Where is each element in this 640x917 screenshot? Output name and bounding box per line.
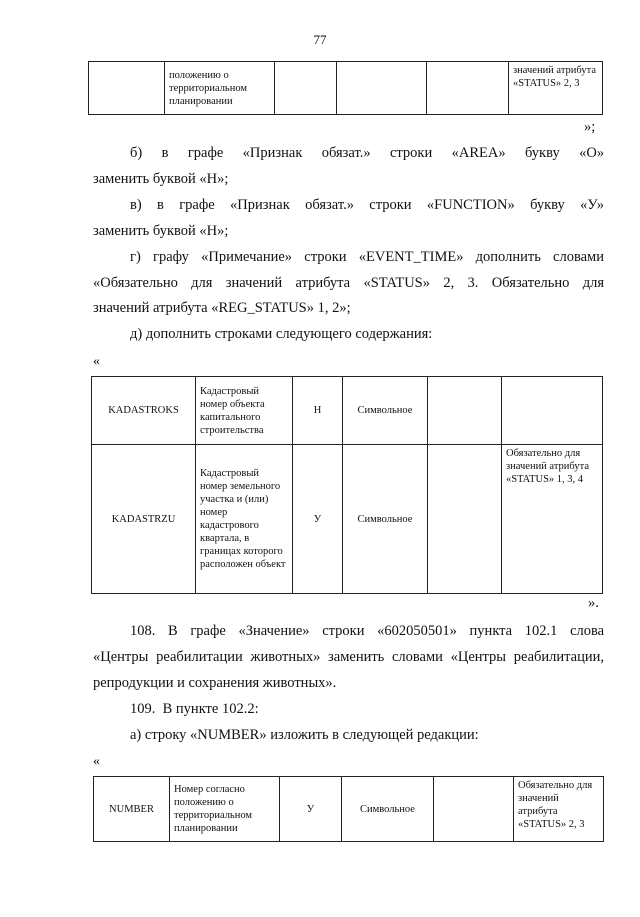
table-cell-description: Кадастровый номер объекта капитального строительства bbox=[196, 377, 293, 445]
table-cell-note: значений атрибута «STATUS» 2, 3 bbox=[509, 62, 603, 115]
item-b-line2: заменить буквой «Н»; bbox=[93, 171, 229, 187]
table-cell-type: Символьное bbox=[343, 377, 428, 445]
opening-quote: « bbox=[93, 354, 100, 369]
item-d-line: д) дополнить строками следующего содержания: bbox=[130, 326, 433, 342]
paragraph-108-line1: 108. В графе «Значение» строки «602050501» пункта 102.1 слова bbox=[130, 623, 605, 639]
table-cell-description: Номер согласно положению о территориальном планировании bbox=[170, 777, 280, 842]
table-cell-name: NUMBER bbox=[94, 777, 170, 842]
table-cell-type: Символьное bbox=[342, 777, 434, 842]
table-cell-note bbox=[502, 377, 603, 445]
table-cell-description: положению о территориальном планировании bbox=[165, 62, 275, 115]
table-row bbox=[92, 377, 603, 445]
table-row bbox=[92, 445, 603, 594]
item-b-line1: б) в графе «Признак обязат.» строки «AREA» букву «О» bbox=[130, 145, 605, 161]
table-continued bbox=[88, 61, 603, 115]
paragraph-108-line2: «Центры реабилитации животных» заменить словами «Центры реабилитации, bbox=[93, 649, 604, 665]
paragraph-109a: а) строку «NUMBER» изложить в следующей редакции: bbox=[130, 727, 479, 743]
table-cell-mandatory bbox=[275, 62, 337, 115]
table-cell-name: KADASTRZU bbox=[92, 445, 196, 594]
item-g-line2: «Обязательно для значений атрибута «STATUS» 2, 3. Обязательно для bbox=[93, 275, 604, 291]
table-new-rows bbox=[91, 376, 603, 594]
paragraph-109: 109. В пункте 102.2: bbox=[130, 701, 259, 717]
table-number-row bbox=[93, 776, 604, 842]
table-cell-value bbox=[428, 445, 502, 594]
table-cell-name: KADASTROKS bbox=[92, 377, 196, 445]
table-cell-value bbox=[427, 62, 509, 115]
table-cell-value bbox=[428, 377, 502, 445]
table-row bbox=[89, 62, 603, 115]
opening-quote: « bbox=[93, 754, 100, 769]
item-g-line1: г) графу «Примечание» строки «EVENT_TIME» дополнить словами bbox=[130, 249, 604, 265]
item-g-line3: значений атрибута «REG_STATUS» 1, 2»; bbox=[93, 300, 351, 316]
table-cell-type: Символьное bbox=[343, 445, 428, 594]
table-cell-note: Обязательно для значений атрибута «STATUS» 1, 3, 4 bbox=[502, 445, 603, 594]
item-v-line1: в) в графе «Признак обязат.» строки «FUNCTION» букву «У» bbox=[130, 197, 604, 213]
table-cell-description: Кадастровый номер земельного участка и (или) номер кадастрового квартала, в границах которого расположен объект bbox=[196, 445, 293, 594]
table-cell-mandatory: У bbox=[293, 445, 343, 594]
paragraph-108-line3: репродукции и сохранения животных». bbox=[93, 675, 337, 691]
closing-quote: ». bbox=[588, 595, 599, 611]
table-cell-note: Обязательно для значений атрибута «STATUS» 2, 3 bbox=[514, 777, 604, 842]
table-cell-mandatory: У bbox=[280, 777, 342, 842]
table-cell-value bbox=[434, 777, 514, 842]
table-row bbox=[94, 777, 604, 842]
item-v-line2: заменить буквой «Н»; bbox=[93, 223, 229, 239]
table-cell-name bbox=[89, 62, 165, 115]
table-cell-mandatory: Н bbox=[293, 377, 343, 445]
closing-quote: »; bbox=[584, 119, 596, 135]
table-cell-type bbox=[337, 62, 427, 115]
page-number: 77 bbox=[313, 32, 327, 47]
